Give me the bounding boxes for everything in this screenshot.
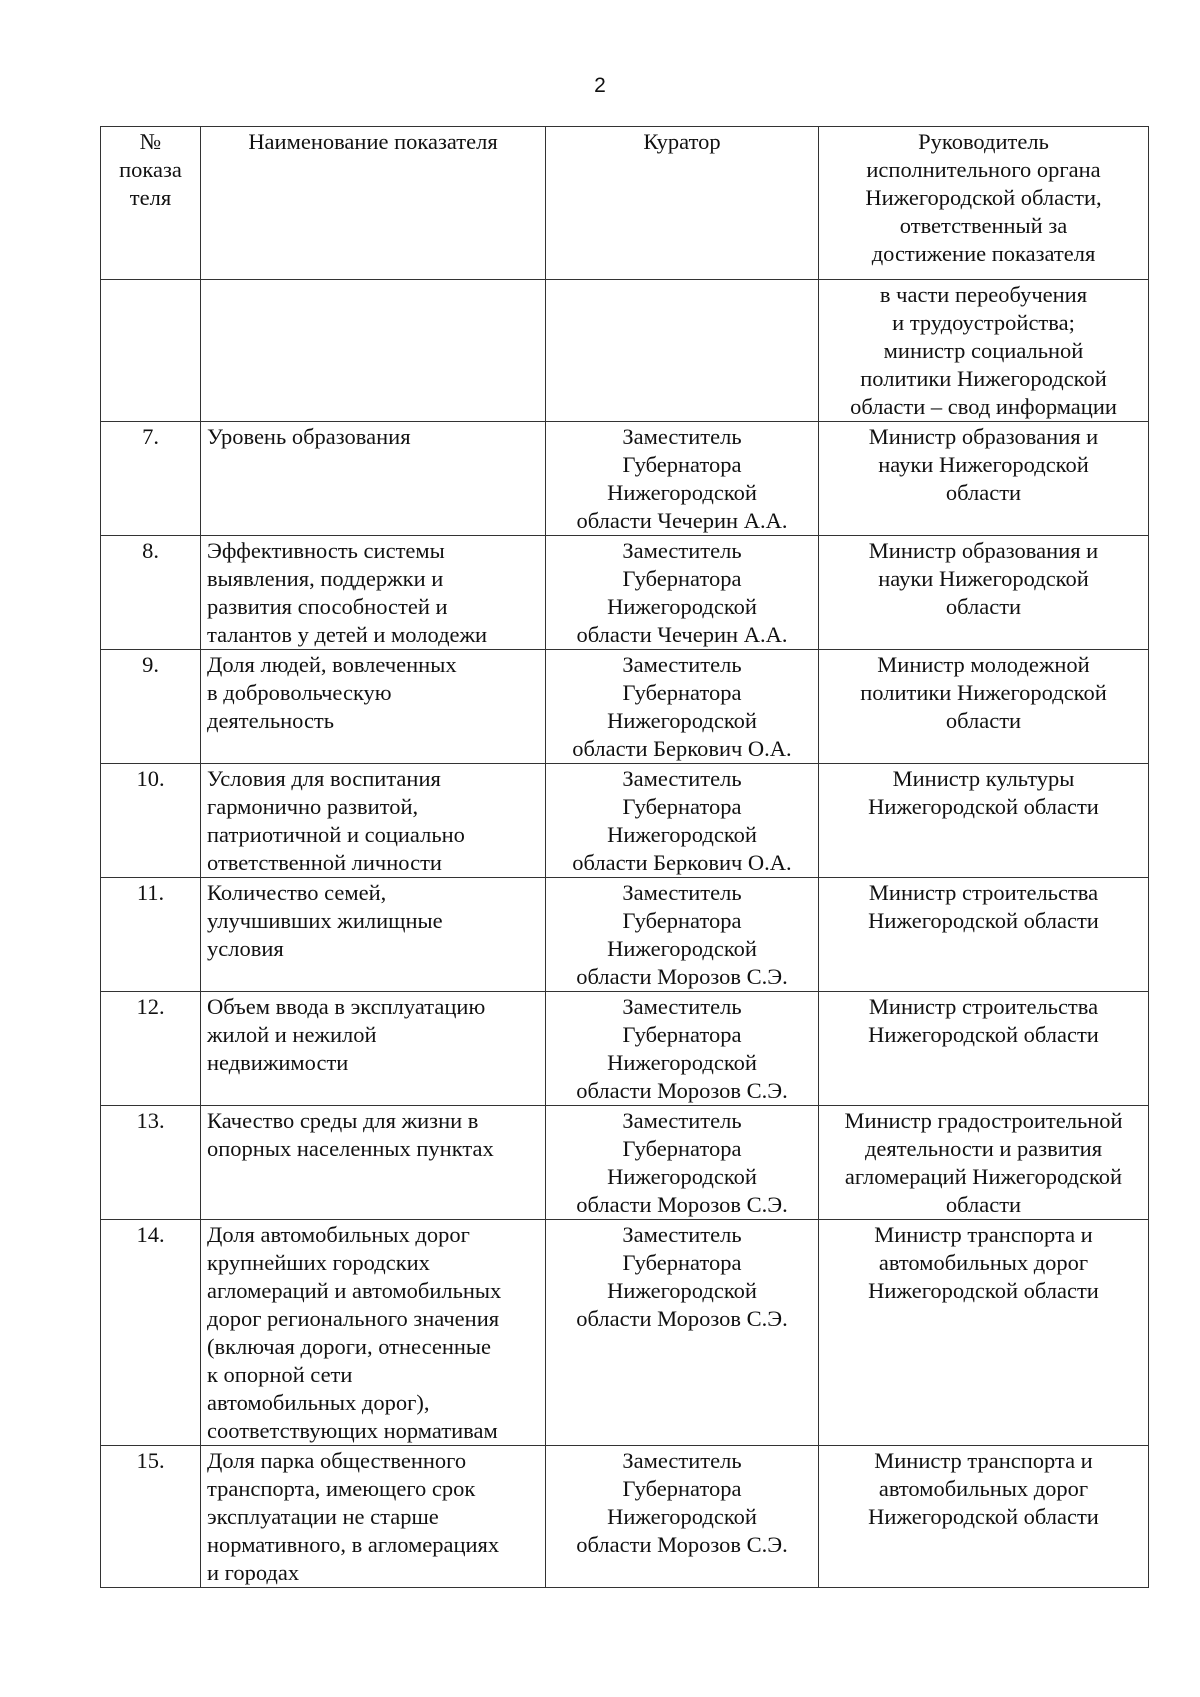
indicators-table <box>100 126 1149 1588</box>
table-row <box>101 992 1149 1106</box>
responsible-head-line: автомобильных дорог <box>878 1476 1089 1501</box>
responsible-head-line: Министр культуры <box>892 766 1075 791</box>
curator-line: Губернатора <box>622 452 742 477</box>
curator-line: Заместитель <box>622 1108 742 1133</box>
responsible-head-line: политики Нижегородской <box>860 366 1107 391</box>
curator <box>546 536 819 650</box>
indicator-name-line: талантов у детей и молодежи <box>207 622 488 647</box>
responsible-head-line: Нижегородской области <box>868 1504 1099 1529</box>
indicator-name-line: опорных населенных пунктах <box>207 1136 494 1161</box>
curator-line: Нижегородской <box>607 480 757 505</box>
curator <box>546 992 819 1106</box>
responsible-head-line: области – свод информации <box>850 394 1117 419</box>
indicator-name-line: нормативного, в агломерациях <box>207 1532 500 1557</box>
indicator-name-line: деятельность <box>207 708 335 733</box>
responsible-head <box>819 992 1149 1106</box>
indicator-number: 9. <box>101 650 201 764</box>
indicator-name-line: условия <box>207 936 284 961</box>
indicator-name <box>201 878 546 992</box>
indicator-name-line: ответственной личности <box>207 850 442 875</box>
responsible-head-line: Министр транспорта и <box>874 1448 1093 1473</box>
indicator-number: 11. <box>101 878 201 992</box>
curator-line: Нижегородской <box>607 822 757 847</box>
header-line: теля <box>129 185 172 210</box>
responsible-head-line: в части переобучения <box>879 282 1088 307</box>
responsible-head-line: Нижегородской области <box>868 1022 1099 1047</box>
indicator-name-line: транспорта, имеющего срок <box>207 1476 476 1501</box>
table-row <box>101 1446 1149 1588</box>
curator <box>546 1446 819 1588</box>
indicator-name-line: гармонично развитой, <box>207 794 419 819</box>
indicator-name <box>201 1446 546 1588</box>
indicator-name-line: агломераций и автомобильных <box>207 1278 502 1303</box>
responsible-head-line: области <box>945 708 1022 733</box>
header-line: ответственный за <box>899 213 1068 238</box>
header-line: № <box>139 129 162 154</box>
indicator-name-line: Условия для воспитания <box>207 766 441 791</box>
responsible-head-line: и трудоустройства; <box>892 310 1075 335</box>
curator-line: Заместитель <box>622 766 742 791</box>
curator <box>546 280 819 422</box>
header-responsible-head <box>819 127 1149 280</box>
responsible-head-line: Министр молодежной <box>877 652 1090 677</box>
indicator-number: 12. <box>101 992 201 1106</box>
indicator-name <box>201 280 546 422</box>
responsible-head <box>819 764 1149 878</box>
header-line: показа <box>119 157 182 182</box>
responsible-head-line: Министр транспорта и <box>874 1222 1093 1247</box>
responsible-head <box>819 280 1149 422</box>
curator-line: Нижегородской <box>607 594 757 619</box>
responsible-head-line: Нижегородской области <box>868 908 1099 933</box>
header-indicator-number <box>101 127 201 280</box>
indicator-name-line: и городах <box>207 1560 300 1585</box>
responsible-head <box>819 878 1149 992</box>
indicator-name-line: эксплуатации не старше <box>207 1504 439 1529</box>
table-row <box>101 650 1149 764</box>
indicator-number <box>101 280 201 422</box>
header-line: Куратор <box>643 129 721 154</box>
responsible-head-line: Министр градостроительной <box>844 1108 1123 1133</box>
responsible-head <box>819 536 1149 650</box>
responsible-head-line: Министр строительства <box>868 994 1099 1019</box>
responsible-head-line: Министр образования и <box>868 424 1099 449</box>
responsible-head <box>819 650 1149 764</box>
curator <box>546 764 819 878</box>
indicators-table-body <box>101 127 1149 1588</box>
responsible-head-line: Нижегородской области <box>868 1278 1099 1303</box>
curator-line: Губернатора <box>622 1136 742 1161</box>
indicator-name-line: Качество среды для жизни в <box>207 1108 479 1133</box>
responsible-head-line: Нижегородской области <box>868 794 1099 819</box>
indicator-name <box>201 650 546 764</box>
curator-line: области Беркович О.А. <box>572 736 792 761</box>
indicator-number: 15. <box>101 1446 201 1588</box>
table-row <box>101 1220 1149 1446</box>
indicator-name-line: к опорной сети <box>207 1362 353 1387</box>
responsible-head-line: автомобильных дорог <box>878 1250 1089 1275</box>
curator-line: Нижегородской <box>607 1504 757 1529</box>
indicator-name <box>201 764 546 878</box>
indicator-name <box>201 1106 546 1220</box>
indicator-name-line: Эффективность системы <box>207 538 445 563</box>
curator-line: Заместитель <box>622 1448 742 1473</box>
curator <box>546 878 819 992</box>
curator <box>546 650 819 764</box>
indicator-name-line: развития способностей и <box>207 594 448 619</box>
curator-line: Губернатора <box>622 1476 742 1501</box>
table-row <box>101 536 1149 650</box>
table-row <box>101 280 1149 422</box>
indicator-name <box>201 1220 546 1446</box>
curator-line: Нижегородской <box>607 1050 757 1075</box>
responsible-head-line: деятельности и развития <box>864 1136 1103 1161</box>
indicator-name-line: Доля людей, вовлеченных <box>207 652 457 677</box>
indicator-name-line: недвижимости <box>207 1050 349 1075</box>
header-curator <box>546 127 819 280</box>
responsible-head-line: министр социальной <box>883 338 1084 363</box>
curator-line: Губернатора <box>622 566 742 591</box>
curator-line: области Морозов С.Э. <box>576 1306 788 1331</box>
indicator-name-line: патриотичной и социально <box>207 822 465 847</box>
curator-line: Губернатора <box>622 794 742 819</box>
responsible-head <box>819 1446 1149 1588</box>
indicator-name-line: автомобильных дорог), <box>207 1390 430 1415</box>
indicator-name-line: выявления, поддержки и <box>207 566 444 591</box>
responsible-head-line: политики Нижегородской <box>860 680 1107 705</box>
indicator-name-line: (включая дороги, отнесенные <box>207 1334 492 1359</box>
curator-line: области Чечерин А.А. <box>576 622 788 647</box>
indicator-name-line: Объем ввода в эксплуатацию <box>207 994 486 1019</box>
indicator-name-line: Уровень образования <box>207 424 411 449</box>
indicator-name-line: Доля автомобильных дорог <box>207 1222 470 1247</box>
curator-line: области Морозов С.Э. <box>576 1078 788 1103</box>
curator-line: Заместитель <box>622 994 742 1019</box>
curator-line: Заместитель <box>622 652 742 677</box>
table-header-row <box>101 127 1149 280</box>
responsible-head-line: науки Нижегородской <box>878 566 1089 591</box>
curator-line: Нижегородской <box>607 1278 757 1303</box>
responsible-head-line: области <box>945 1192 1022 1217</box>
indicator-name-line: соответствующих нормативам <box>207 1418 498 1443</box>
header-line: достижение показателя <box>871 241 1096 266</box>
curator-line: Нижегородской <box>607 936 757 961</box>
indicator-name-line: Количество семей, <box>207 880 387 905</box>
curator-line: Нижегородской <box>607 1164 757 1189</box>
responsible-head-line: науки Нижегородской <box>878 452 1089 477</box>
curator-line: Заместитель <box>622 1222 742 1247</box>
indicator-name-line: крупнейших городских <box>207 1250 430 1275</box>
indicator-name-line: Доля парка общественного <box>207 1448 467 1473</box>
header-line: Руководитель <box>918 129 1049 154</box>
responsible-head-line: области <box>945 480 1022 505</box>
indicator-name-line: дорог регионального значения <box>207 1306 500 1331</box>
curator-line: Губернатора <box>622 1022 742 1047</box>
indicator-number: 13. <box>101 1106 201 1220</box>
page-number: 2 <box>594 74 606 97</box>
curator-line: области Морозов С.Э. <box>576 964 788 989</box>
indicator-number: 10. <box>101 764 201 878</box>
indicator-name <box>201 992 546 1106</box>
curator-line: Губернатора <box>622 908 742 933</box>
responsible-head <box>819 422 1149 536</box>
table-row <box>101 878 1149 992</box>
indicator-name-line: улучшивших жилищные <box>207 908 443 933</box>
curator-line: области Морозов С.Э. <box>576 1192 788 1217</box>
header-line: Наименование показателя <box>248 129 498 154</box>
curator-line: области Морозов С.Э. <box>576 1532 788 1557</box>
responsible-head <box>819 1220 1149 1446</box>
curator-line: Губернатора <box>622 1250 742 1275</box>
curator <box>546 1106 819 1220</box>
indicator-name <box>201 422 546 536</box>
responsible-head-line: области <box>945 594 1022 619</box>
indicator-name-line: жилой и нежилой <box>207 1022 377 1047</box>
responsible-head-line: Министр образования и <box>868 538 1099 563</box>
table-row <box>101 1106 1149 1220</box>
header-line: Нижегородской области, <box>865 185 1102 210</box>
curator-line: Заместитель <box>622 538 742 563</box>
curator-line: области Чечерин А.А. <box>576 508 788 533</box>
table-row <box>101 764 1149 878</box>
curator-line: Губернатора <box>622 680 742 705</box>
curator <box>546 1220 819 1446</box>
curator-line: Нижегородской <box>607 708 757 733</box>
indicator-name-line: в добровольческую <box>207 680 392 705</box>
curator <box>546 422 819 536</box>
responsible-head <box>819 1106 1149 1220</box>
header-line: исполнительного органа <box>866 157 1101 182</box>
indicator-number: 14. <box>101 1220 201 1446</box>
table-row <box>101 422 1149 536</box>
header-indicator-name <box>201 127 546 280</box>
indicator-name <box>201 536 546 650</box>
curator-line: области Беркович О.А. <box>572 850 792 875</box>
indicator-number: 8. <box>101 536 201 650</box>
responsible-head-line: Министр строительства <box>868 880 1099 905</box>
curator-line: Заместитель <box>622 424 742 449</box>
indicator-number: 7. <box>101 422 201 536</box>
responsible-head-line: агломераций Нижегородской <box>844 1164 1123 1189</box>
curator-line: Заместитель <box>622 880 742 905</box>
